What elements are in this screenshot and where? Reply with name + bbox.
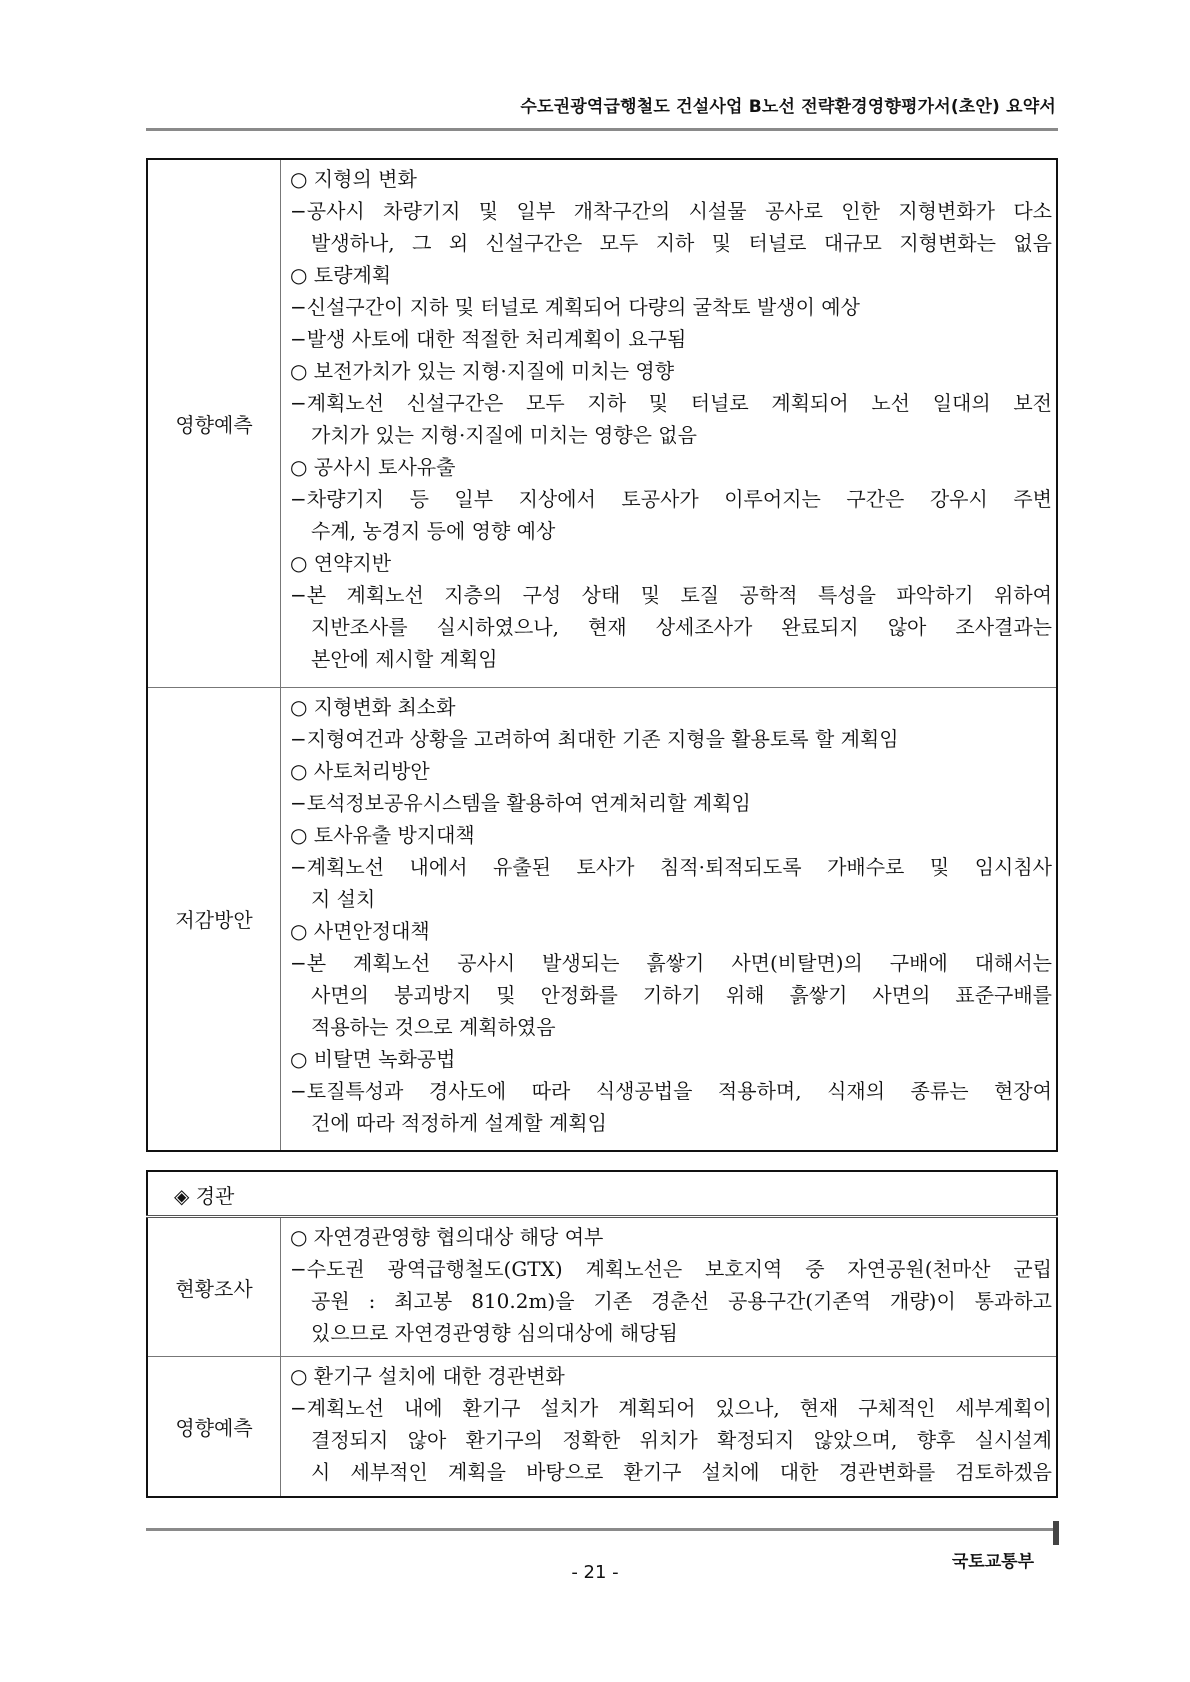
dash-item-cont: 본안에 제시할 계획임 <box>311 647 498 671</box>
bullet-heading: ○ 토사유출 방지대책 <box>290 822 475 847</box>
dash-item: −발생 사토에 대한 적절한 처리계획이 요구됨 <box>290 327 687 351</box>
dash-item-cont: 지 설치 <box>311 886 376 911</box>
bullet-heading: ○ 사토처리방안 <box>290 758 430 783</box>
dash-item-cont: 건에 따라 적정하게 설계할 계획임 <box>311 1110 607 1135</box>
section-header-row <box>147 1171 1057 1217</box>
bullet-heading: ○ 연약지반 <box>290 551 392 575</box>
dash-item: −신설구간이 지하 및 터널로 계획되어 다량의 굴착토 발생이 예상 <box>290 295 860 319</box>
dash-item-cont: 가치가 있는 지형·지질에 미치는 영향은 없음 <box>311 423 697 447</box>
dash-item: −차량기지 등 일부 지상에서 토공사가 이루어지는 구간은 강우시 주변 <box>290 487 1052 511</box>
bullet-heading: ○ 공사시 토사유출 <box>290 455 456 479</box>
bullet-heading: ○ 환기구 설치에 대한 경관변화 <box>290 1364 565 1388</box>
row-content <box>281 1357 1058 1497</box>
bullet-heading: ○ 비탈면 녹화공법 <box>290 1046 456 1071</box>
dash-item-cont: 있으므로 자연경관영향 심의대상에 해당됨 <box>311 1321 678 1345</box>
dash-item: −계획노선 신설구간은 모두 지하 및 터널로 계획되어 노선 일대의 보전 <box>290 391 1052 415</box>
landscape-table <box>146 1170 1058 1498</box>
dash-item-cont: 발생하나, 그 외 신설구간은 모두 지하 및 터널로 대규모 지형변화는 없음 <box>311 231 1052 255</box>
table-row <box>147 1357 1057 1497</box>
footer-divider <box>146 1528 1058 1531</box>
row-label: 영향예측 <box>147 159 281 687</box>
dash-item-cont: 지반조사를 실시하였으나, 현재 상세조사가 완료되지 않아 조사결과는 <box>311 615 1052 639</box>
bullet-heading: ○ 자연경관영향 협의대상 해당 여부 <box>290 1225 604 1249</box>
terrain-impact-table <box>146 158 1058 1152</box>
dash-item: −토석정보공유시스템을 활용하여 연계처리할 계획임 <box>290 790 751 815</box>
dash-item: −본 계획노선 공사시 발생되는 흙쌓기 사면(비탈면)의 구배에 대해서는 <box>290 950 1052 975</box>
row-label: 영향예측 <box>147 1357 281 1497</box>
bullet-heading: ○ 지형의 변화 <box>290 167 417 191</box>
dash-item: −토질특성과 경사도에 따라 식생공법을 적용하며, 식재의 종류는 현장여 <box>290 1078 1052 1103</box>
row-content <box>281 159 1058 687</box>
dash-item: −지형여건과 상황을 고려하여 최대한 기존 지형을 활용토록 할 계획임 <box>290 726 899 751</box>
dash-item-cont: 결정되지 않아 환기구의 정확한 위치가 확정되지 않았으며, 향후 실시설계 <box>311 1428 1052 1452</box>
table-row <box>147 1217 1057 1357</box>
header-divider <box>146 128 1058 131</box>
bullet-heading: ○ 보전가치가 있는 지형·지질에 미치는 영향 <box>290 359 675 383</box>
bullet-heading: ○ 사면안정대책 <box>290 918 430 943</box>
footer-marker <box>1053 1521 1059 1545</box>
dash-item: −본 계획노선 지층의 구성 상태 및 토질 공학적 특성을 파악하기 위하여 <box>290 583 1052 607</box>
table-row <box>147 687 1057 1151</box>
page-number: - 21 - <box>571 1562 619 1583</box>
dash-item: −공사시 차량기지 및 일부 개착구간의 시설물 공사로 인한 지형변화가 다소 <box>290 199 1052 223</box>
row-content <box>281 1217 1058 1357</box>
dash-item: −수도권 광역급행철도(GTX) 계획노선은 보호지역 중 자연공원(천마산 군립 <box>290 1257 1052 1281</box>
dash-item: −계획노선 내에 환기구 설치가 계획되어 있으나, 현재 구체적인 세부계획이 <box>290 1396 1052 1420</box>
dash-item-cont: 시 세부적인 계획을 바탕으로 환기구 설치에 대한 경관변화를 검토하겠음 <box>311 1460 1052 1484</box>
row-content <box>281 687 1058 1151</box>
dash-item-cont: 공원 : 최고봉 810.2m)을 기존 경춘선 공용구간(기존역 개량)이 통과하고 <box>311 1289 1052 1313</box>
bullet-heading: ○ 지형변화 최소화 <box>290 694 456 719</box>
row-label: 현황조사 <box>147 1217 281 1357</box>
dash-item-cont: 사면의 붕괴방지 및 안정화를 기하기 위해 흙쌓기 사면의 표준구배를 <box>311 982 1052 1007</box>
footer-organization: 국토교통부 <box>951 1552 1034 1572</box>
document-header-title: 수도권광역급행철도 건설사업 B노선 전략환경영향평가서(초안) 요약서 <box>520 97 1056 117</box>
bullet-heading: ○ 토량계획 <box>290 263 392 287</box>
row-label: 저감방안 <box>147 687 281 1151</box>
section-title: ◈ 경관 <box>147 1171 1057 1217</box>
dash-item: −계획노선 내에서 유출된 토사가 침적·퇴적되도록 가배수로 및 임시침사 <box>290 854 1052 879</box>
dash-item-cont: 수계, 농경지 등에 영향 예상 <box>311 519 556 543</box>
table-row <box>147 159 1057 687</box>
dash-item-cont: 적용하는 것으로 계획하였음 <box>311 1014 556 1039</box>
